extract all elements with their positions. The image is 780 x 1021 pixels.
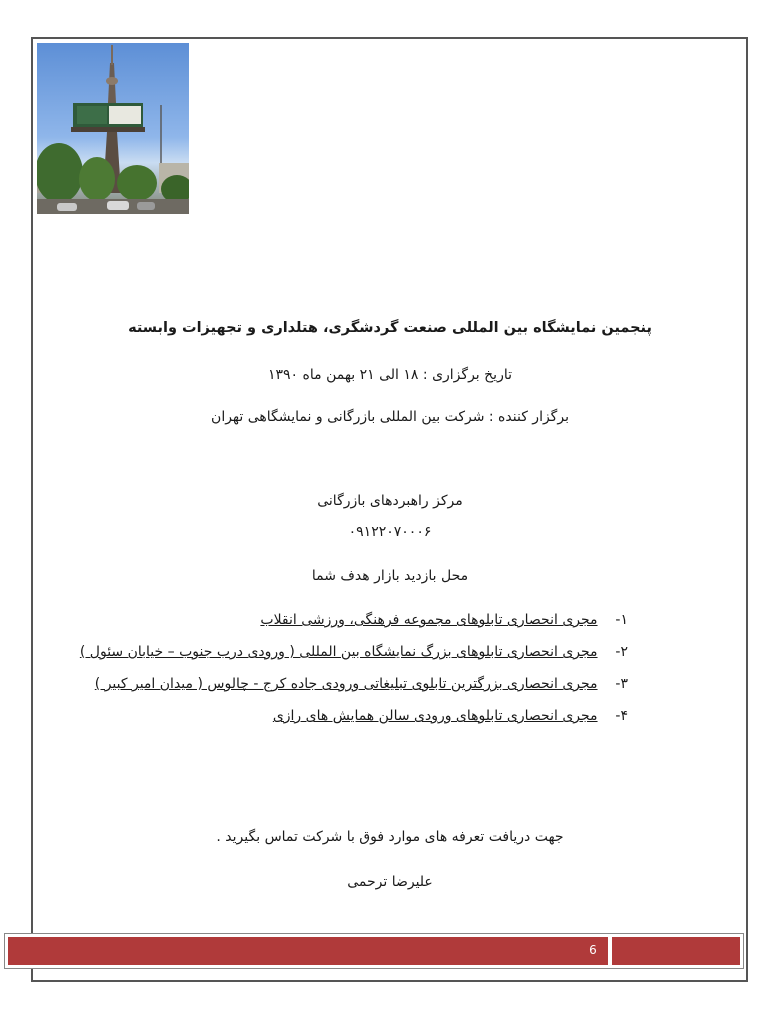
services-list — [68, 610, 628, 738]
page-footer — [4, 933, 744, 969]
list-item — [68, 706, 628, 738]
phone-number: ۰۹۱۲۲۰۷۰۰۰۶ — [348, 524, 432, 540]
exhibition-title: پنجمین نمایشگاه بین المللی صنعت گردشگری، هتلداری و تجهیزات وابسته — [128, 320, 652, 336]
list-item — [68, 642, 628, 674]
footer-bar — [8, 937, 740, 965]
event-date: تاریخ برگزاری : ۱۸ الی ۲۱ بهمن ماه ۱۳۹۰ — [267, 367, 512, 383]
page-number: 6 — [589, 943, 597, 957]
list-item-text[interactable]: مجری انحصاری تابلوهای بزرگ نمایشگاه بین المللی ( ورودی درب جنوب – خیابان سئول ) — [79, 644, 598, 660]
list-item-text[interactable]: مجری انحصاری تابلوهای ورودی سالن همایش های رازی — [272, 708, 598, 724]
list-item-text[interactable]: مجری انحصاری بزرگترین تابلوی تبلیغاتی ورودی جاده کرج - چالوس ( میدان امیر کبیر ) — [94, 676, 598, 692]
list-item-number: ۴- — [615, 708, 628, 724]
list-item-number: ۱- — [615, 612, 628, 628]
tower-photo — [37, 43, 189, 214]
footer-divider — [608, 937, 612, 965]
list-item-number: ۲- — [615, 644, 628, 660]
signature: علیرضا ترحمی — [347, 874, 433, 890]
list-item — [68, 674, 628, 706]
list-item-number: ۳- — [615, 676, 628, 692]
contact-note: جهت دریافت تعرفه های موارد فوق با شرکت تماس بگیرید . — [216, 829, 564, 845]
list-item-text[interactable]: مجری انحصاری تابلوهای مجموعه فرهنگی، ورزشی انقلاب — [260, 612, 598, 628]
tagline: محل بازدید بازار هدف شما — [311, 568, 469, 584]
list-item — [68, 610, 628, 642]
center-name: مرکز راهبردهای بازرگانی — [317, 493, 463, 509]
organizer: برگزار کننده : شرکت بین المللی بازرگانی و نمایشگاهی تهران — [211, 409, 569, 425]
